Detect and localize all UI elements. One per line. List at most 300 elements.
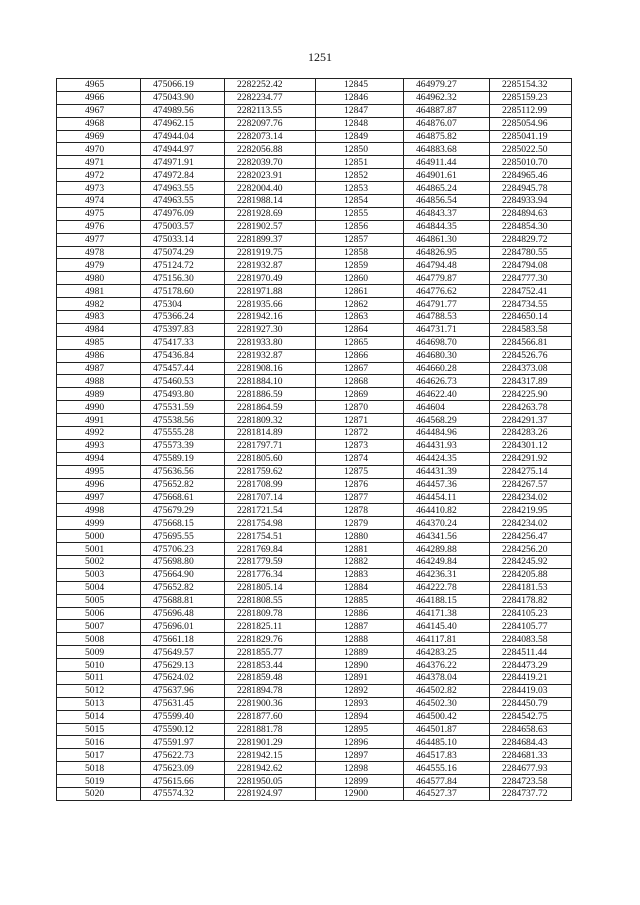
table-cell: 475003.57: [141, 220, 225, 233]
table-cell: 2284083.58: [490, 633, 572, 646]
table-cell: 464283.25: [404, 646, 490, 659]
table-cell: 475156.30: [141, 272, 225, 285]
table-cell: 464410.82: [404, 504, 490, 517]
table-cell: 464788.53: [404, 311, 490, 324]
table-cell: 2284245.92: [490, 555, 572, 568]
table-row: [57, 491, 572, 504]
table-cell: 12876: [316, 478, 404, 491]
table-cell: 2281942.15: [225, 749, 316, 762]
table-cell: 475622.73: [141, 749, 225, 762]
table-cell: 475636.56: [141, 465, 225, 478]
table-row: [57, 207, 572, 220]
table-cell: 2284542.75: [490, 710, 572, 723]
table-cell: 2284301.12: [490, 439, 572, 452]
table-cell: 2284267.57: [490, 478, 572, 491]
table-cell: 474971.91: [141, 156, 225, 169]
table-cell: 2284317.89: [490, 375, 572, 388]
table-cell: 464698.70: [404, 336, 490, 349]
table-cell: 464171.38: [404, 607, 490, 620]
table-cell: 4988: [57, 375, 141, 388]
table-cell: 2281908.16: [225, 362, 316, 375]
table-cell: 464876.07: [404, 117, 490, 130]
table-cell: 2284473.29: [490, 659, 572, 672]
table-cell: 12879: [316, 517, 404, 530]
table-cell: 464844.35: [404, 220, 490, 233]
table-row: [57, 762, 572, 775]
table-cell: 12870: [316, 401, 404, 414]
table-row: [57, 311, 572, 324]
table-cell: 2284829.72: [490, 233, 572, 246]
table-cell: 475033.14: [141, 233, 225, 246]
table-cell: 2282113.55: [225, 104, 316, 117]
table-cell: 2281927.30: [225, 323, 316, 336]
table-cell: 2284205.88: [490, 568, 572, 581]
table-cell: 2284933.94: [490, 195, 572, 208]
table-cell: 12890: [316, 659, 404, 672]
coordinates-table-body: [57, 79, 572, 801]
table-row: [57, 220, 572, 233]
table-cell: 2284734.55: [490, 298, 572, 311]
table-cell: 2284723.58: [490, 775, 572, 788]
table-cell: 12880: [316, 530, 404, 543]
table-cell: 4979: [57, 259, 141, 272]
table-cell: 2281754.98: [225, 517, 316, 530]
table-cell: 2281894.78: [225, 684, 316, 697]
table-cell: 2281933.80: [225, 336, 316, 349]
table-cell: 12891: [316, 671, 404, 684]
table-row: [57, 130, 572, 143]
table-cell: 2284752.41: [490, 285, 572, 298]
table-cell: 12895: [316, 723, 404, 736]
table-cell: 12878: [316, 504, 404, 517]
table-cell: 475589.19: [141, 452, 225, 465]
table-cell: 4995: [57, 465, 141, 478]
table-cell: 2285112.99: [490, 104, 572, 117]
table-cell: 12885: [316, 594, 404, 607]
table-cell: 475698.80: [141, 555, 225, 568]
table-cell: 464484.96: [404, 427, 490, 440]
table-row: [57, 427, 572, 440]
table-cell: 4997: [57, 491, 141, 504]
table-cell: 464431.93: [404, 439, 490, 452]
table-cell: 5010: [57, 659, 141, 672]
table-cell: 464222.78: [404, 581, 490, 594]
table-cell: 4968: [57, 117, 141, 130]
table-cell: 12871: [316, 414, 404, 427]
table-row: [57, 117, 572, 130]
table-cell: 12848: [316, 117, 404, 130]
table-cell: 464501.87: [404, 723, 490, 736]
table-row: [57, 478, 572, 491]
table-cell: 464875.82: [404, 130, 490, 143]
table-cell: 4972: [57, 169, 141, 182]
table-cell: 4985: [57, 336, 141, 349]
table-row: [57, 182, 572, 195]
table-cell: 2284777.30: [490, 272, 572, 285]
table-cell: 12886: [316, 607, 404, 620]
table-cell: 12868: [316, 375, 404, 388]
table-cell: 2284283.26: [490, 427, 572, 440]
table-cell: 5018: [57, 762, 141, 775]
table-cell: 475043.90: [141, 91, 225, 104]
table-cell: 12873: [316, 439, 404, 452]
table-cell: 12899: [316, 775, 404, 788]
table-cell: 2281881.78: [225, 723, 316, 736]
table-cell: 474972.84: [141, 169, 225, 182]
table-cell: 475066.19: [141, 79, 225, 92]
table-cell: 2281928.69: [225, 207, 316, 220]
table-cell: 464865.24: [404, 182, 490, 195]
table-row: [57, 452, 572, 465]
table-cell: 5012: [57, 684, 141, 697]
table-cell: 12884: [316, 581, 404, 594]
table-cell: 12882: [316, 555, 404, 568]
table-cell: 2285041.19: [490, 130, 572, 143]
table-cell: 2284419.21: [490, 671, 572, 684]
table-cell: 2284677.93: [490, 762, 572, 775]
table-cell: 2281884.10: [225, 375, 316, 388]
table-cell: 5011: [57, 671, 141, 684]
table-row: [57, 568, 572, 581]
table-cell: 5002: [57, 555, 141, 568]
table-cell: 12846: [316, 91, 404, 104]
table-cell: 475538.56: [141, 414, 225, 427]
table-cell: 12867: [316, 362, 404, 375]
table-cell: 5007: [57, 620, 141, 633]
table-row: [57, 594, 572, 607]
table-cell: 475679.29: [141, 504, 225, 517]
table-row: [57, 465, 572, 478]
table-row: [57, 401, 572, 414]
table-cell: 12862: [316, 298, 404, 311]
table-cell: 464883.68: [404, 143, 490, 156]
table-cell: 2281932.87: [225, 259, 316, 272]
table-cell: 12854: [316, 195, 404, 208]
table-row: [57, 195, 572, 208]
table-cell: 12897: [316, 749, 404, 762]
table-cell: 2284737.72: [490, 787, 572, 800]
table-cell: 475706.23: [141, 543, 225, 556]
table-cell: 2284263.78: [490, 401, 572, 414]
table-cell: 2281901.29: [225, 736, 316, 749]
table-cell: 2284511.44: [490, 646, 572, 659]
table-cell: 2285159.23: [490, 91, 572, 104]
table-cell: 5015: [57, 723, 141, 736]
table-cell: 2284658.63: [490, 723, 572, 736]
table-cell: 475531.59: [141, 401, 225, 414]
table-cell: 2284256.47: [490, 530, 572, 543]
table-row: [57, 749, 572, 762]
table-cell: 464979.27: [404, 79, 490, 92]
table-cell: 464622.40: [404, 388, 490, 401]
table-cell: 464376.22: [404, 659, 490, 672]
table-cell: 475661.18: [141, 633, 225, 646]
table-cell: 2282004.40: [225, 182, 316, 195]
table-row: [57, 646, 572, 659]
table-cell: 12857: [316, 233, 404, 246]
table-row: [57, 414, 572, 427]
table-cell: 475417.33: [141, 336, 225, 349]
table-cell: 475664.90: [141, 568, 225, 581]
table-cell: 4975: [57, 207, 141, 220]
table-cell: 2281932.87: [225, 349, 316, 362]
table-cell: 475688.81: [141, 594, 225, 607]
table-cell: 464962.32: [404, 91, 490, 104]
table-cell: 475493.80: [141, 388, 225, 401]
table-cell: 2284275.14: [490, 465, 572, 478]
table-cell: 464776.62: [404, 285, 490, 298]
table-row: [57, 787, 572, 800]
table-cell: 464457.36: [404, 478, 490, 491]
table-cell: 2281814.89: [225, 427, 316, 440]
table-row: [57, 543, 572, 556]
table-cell: 12858: [316, 246, 404, 259]
table-cell: 2282039.70: [225, 156, 316, 169]
table-cell: 5008: [57, 633, 141, 646]
table-row: [57, 388, 572, 401]
table-cell: 5003: [57, 568, 141, 581]
table-cell: 12853: [316, 182, 404, 195]
table-cell: 2285010.70: [490, 156, 572, 169]
table-cell: 12869: [316, 388, 404, 401]
table-cell: 4967: [57, 104, 141, 117]
table-cell: 474989.56: [141, 104, 225, 117]
table-cell: 5017: [57, 749, 141, 762]
table-cell: 12875: [316, 465, 404, 478]
table-cell: 2284105.23: [490, 607, 572, 620]
table-cell: 12877: [316, 491, 404, 504]
table-cell: 12872: [316, 427, 404, 440]
table-row: [57, 156, 572, 169]
page-number: 1251: [308, 50, 332, 64]
table-cell: 2281924.97: [225, 787, 316, 800]
table-row: [57, 272, 572, 285]
table-cell: 475652.82: [141, 581, 225, 594]
table-cell: 2281769.84: [225, 543, 316, 556]
table-cell: 2281805.60: [225, 452, 316, 465]
table-row: [57, 362, 572, 375]
table-cell: 12881: [316, 543, 404, 556]
table-cell: 4978: [57, 246, 141, 259]
table-cell: 464779.87: [404, 272, 490, 285]
table-cell: 2281902.57: [225, 220, 316, 233]
table-cell: 475555.28: [141, 427, 225, 440]
table-cell: 475591.97: [141, 736, 225, 749]
table-cell: 464901.61: [404, 169, 490, 182]
table-row: [57, 775, 572, 788]
table-row: [57, 375, 572, 388]
table-cell: 2282056.88: [225, 143, 316, 156]
table-cell: 2281797.71: [225, 439, 316, 452]
table-cell: 4974: [57, 195, 141, 208]
table-cell: 475599.40: [141, 710, 225, 723]
table-cell: 464604: [404, 401, 490, 414]
table-cell: 2281708.99: [225, 478, 316, 491]
table-cell: 464236.31: [404, 568, 490, 581]
table-cell: 12850: [316, 143, 404, 156]
table-cell: 475397.83: [141, 323, 225, 336]
table-cell: 2284291.37: [490, 414, 572, 427]
table-row: [57, 517, 572, 530]
table-row: [57, 710, 572, 723]
table-cell: 464527.37: [404, 787, 490, 800]
table-cell: 464341.56: [404, 530, 490, 543]
table-cell: 2281899.37: [225, 233, 316, 246]
table-cell: 475590.12: [141, 723, 225, 736]
table-cell: 5000: [57, 530, 141, 543]
table-cell: 4984: [57, 323, 141, 336]
table-cell: 12883: [316, 568, 404, 581]
table-cell: 4994: [57, 452, 141, 465]
table-cell: 4970: [57, 143, 141, 156]
table-cell: 2284526.76: [490, 349, 572, 362]
table-cell: 2282234.77: [225, 91, 316, 104]
table-cell: 2282097.76: [225, 117, 316, 130]
table-cell: 464911.44: [404, 156, 490, 169]
table-cell: 475652.82: [141, 478, 225, 491]
table-cell: 12845: [316, 79, 404, 92]
table-cell: 4965: [57, 79, 141, 92]
table-cell: 2284780.55: [490, 246, 572, 259]
table-cell: 4992: [57, 427, 141, 440]
table-cell: 474976.09: [141, 207, 225, 220]
table-cell: 12894: [316, 710, 404, 723]
table-cell: 4991: [57, 414, 141, 427]
table-cell: 2281886.59: [225, 388, 316, 401]
table-row: [57, 79, 572, 92]
table-row: [57, 504, 572, 517]
table-cell: 474963.55: [141, 182, 225, 195]
table-cell: 475573.39: [141, 439, 225, 452]
table-cell: 5013: [57, 697, 141, 710]
table-cell: 475637.96: [141, 684, 225, 697]
table-cell: 2281779.59: [225, 555, 316, 568]
table-cell: 475574.32: [141, 787, 225, 800]
table-cell: 2281877.60: [225, 710, 316, 723]
table-cell: 475615.66: [141, 775, 225, 788]
table-cell: 12860: [316, 272, 404, 285]
table-cell: 2284681.33: [490, 749, 572, 762]
table-cell: 464680.30: [404, 349, 490, 362]
table-cell: 4999: [57, 517, 141, 530]
table-cell: 464431.39: [404, 465, 490, 478]
table-cell: 4973: [57, 182, 141, 195]
table-cell: 464555.16: [404, 762, 490, 775]
table-row: [57, 349, 572, 362]
table-cell: 2284854.30: [490, 220, 572, 233]
table-cell: 464843.37: [404, 207, 490, 220]
table-cell: 4983: [57, 311, 141, 324]
table-cell: 5009: [57, 646, 141, 659]
table-cell: 4980: [57, 272, 141, 285]
table-row: [57, 607, 572, 620]
table-cell: 2281776.34: [225, 568, 316, 581]
table-cell: 5020: [57, 787, 141, 800]
table-cell: 2284650.14: [490, 311, 572, 324]
table-cell: 2281809.32: [225, 414, 316, 427]
table-cell: 2285154.32: [490, 79, 572, 92]
table-cell: 475629.13: [141, 659, 225, 672]
table-row: [57, 143, 572, 156]
table-cell: 464577.84: [404, 775, 490, 788]
table-cell: 2281864.59: [225, 401, 316, 414]
table-cell: 2282023.91: [225, 169, 316, 182]
table-cell: 12847: [316, 104, 404, 117]
table-row: [57, 684, 572, 697]
table-cell: 2281707.14: [225, 491, 316, 504]
table-cell: 4982: [57, 298, 141, 311]
table-row: [57, 439, 572, 452]
table-cell: 4998: [57, 504, 141, 517]
table-cell: 12851: [316, 156, 404, 169]
table-cell: 12864: [316, 323, 404, 336]
table-row: [57, 555, 572, 568]
table-cell: 2284684.43: [490, 736, 572, 749]
table-cell: 2281754.51: [225, 530, 316, 543]
table-cell: 475631.45: [141, 697, 225, 710]
table-cell: 475366.24: [141, 311, 225, 324]
table-cell: 5006: [57, 607, 141, 620]
table-cell: 4969: [57, 130, 141, 143]
table-row: [57, 104, 572, 117]
table-cell: 2284219.95: [490, 504, 572, 517]
table-cell: 2284105.77: [490, 620, 572, 633]
table-cell: 12898: [316, 762, 404, 775]
table-cell: 2282252.42: [225, 79, 316, 92]
table-cell: 2281829.76: [225, 633, 316, 646]
table-row: [57, 659, 572, 672]
table-cell: 12856: [316, 220, 404, 233]
table-cell: 2285054.96: [490, 117, 572, 130]
table-cell: 4966: [57, 91, 141, 104]
table-cell: 475074.29: [141, 246, 225, 259]
table-cell: 2284373.08: [490, 362, 572, 375]
table-cell: 464289.88: [404, 543, 490, 556]
table-cell: 2281942.16: [225, 311, 316, 324]
table-cell: 2281859.48: [225, 671, 316, 684]
table-cell: 2281808.55: [225, 594, 316, 607]
table-cell: 464370.24: [404, 517, 490, 530]
table-cell: 464145.40: [404, 620, 490, 633]
table-cell: 475460.53: [141, 375, 225, 388]
table-cell: 464791.77: [404, 298, 490, 311]
table-cell: 475436.84: [141, 349, 225, 362]
table-cell: 464188.15: [404, 594, 490, 607]
table-cell: 4976: [57, 220, 141, 233]
table-cell: 464117.81: [404, 633, 490, 646]
table-cell: 2284256.20: [490, 543, 572, 556]
table-cell: 475124.72: [141, 259, 225, 272]
table-cell: 464500.42: [404, 710, 490, 723]
table-cell: 2281759.62: [225, 465, 316, 478]
table-cell: 4981: [57, 285, 141, 298]
table-cell: 474963.55: [141, 195, 225, 208]
table-cell: 475696.48: [141, 607, 225, 620]
table-row: [57, 298, 572, 311]
table-cell: 2281855.77: [225, 646, 316, 659]
table-cell: 2284419.03: [490, 684, 572, 697]
table-cell: 464378.04: [404, 671, 490, 684]
table-cell: 2281942.62: [225, 762, 316, 775]
table-cell: 464502.82: [404, 684, 490, 697]
table-cell: 2284450.79: [490, 697, 572, 710]
table-cell: 2281809.78: [225, 607, 316, 620]
table-cell: 2284566.81: [490, 336, 572, 349]
table-row: [57, 91, 572, 104]
table-cell: 4977: [57, 233, 141, 246]
table-cell: 12900: [316, 787, 404, 800]
table-cell: 2281853.44: [225, 659, 316, 672]
